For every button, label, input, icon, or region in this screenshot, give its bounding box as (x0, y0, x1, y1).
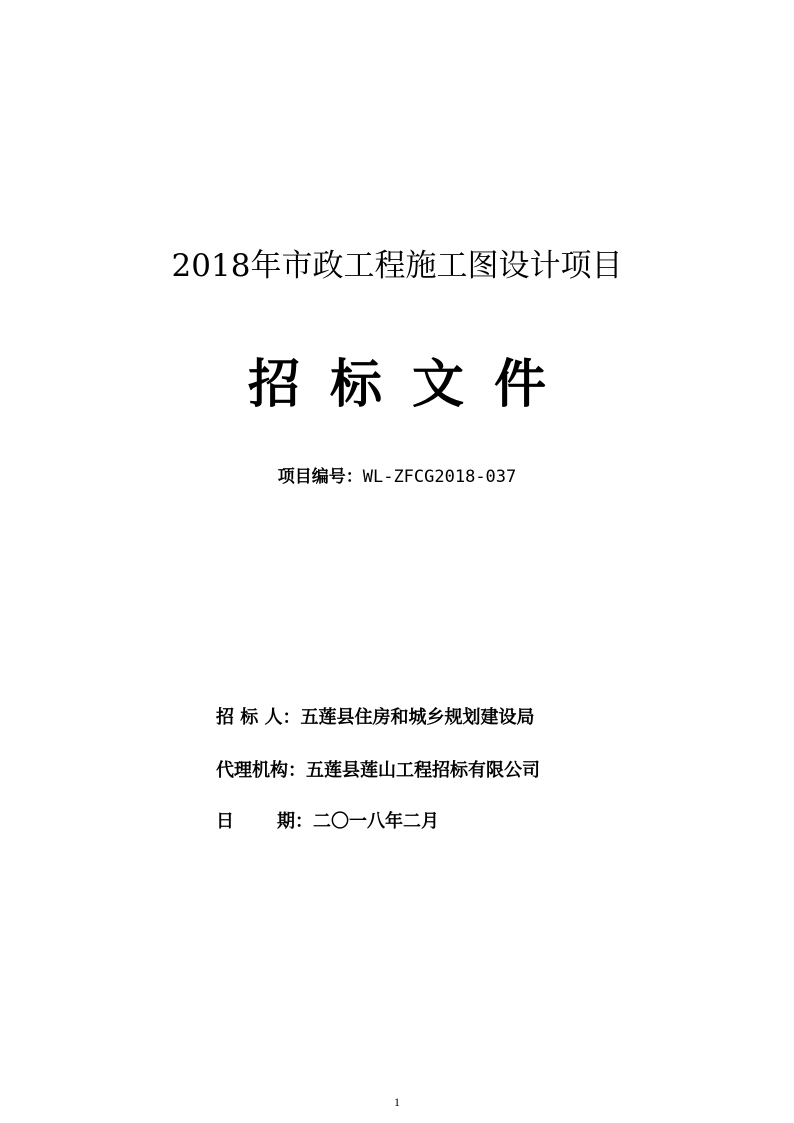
project-number-value: WL-ZFCG2018-037 (362, 467, 517, 487)
agent-row (216, 756, 540, 782)
bidder-value: 五莲县住房和城乡规划建设局 (300, 707, 535, 728)
bidder-row (216, 703, 535, 729)
project-title: 2018年市政工程施工图设计项目 (171, 248, 623, 284)
project-number (0, 462, 794, 487)
date-label-first: 日 (216, 811, 234, 832)
page-number: 1 (394, 1095, 400, 1109)
project-number-label: 项目编号： (277, 467, 363, 487)
date-value: 二〇一八年二月 (313, 811, 439, 832)
agent-value: 五莲县莲山工程招标有限公司 (306, 760, 540, 781)
agent-label: 代理机构： (216, 760, 306, 781)
date-row (216, 807, 439, 833)
document-title: 招标文件 (247, 355, 576, 415)
date-label (216, 807, 313, 833)
date-label-second: 期： (277, 811, 313, 832)
bidder-label: 招 标 人： (216, 707, 301, 728)
